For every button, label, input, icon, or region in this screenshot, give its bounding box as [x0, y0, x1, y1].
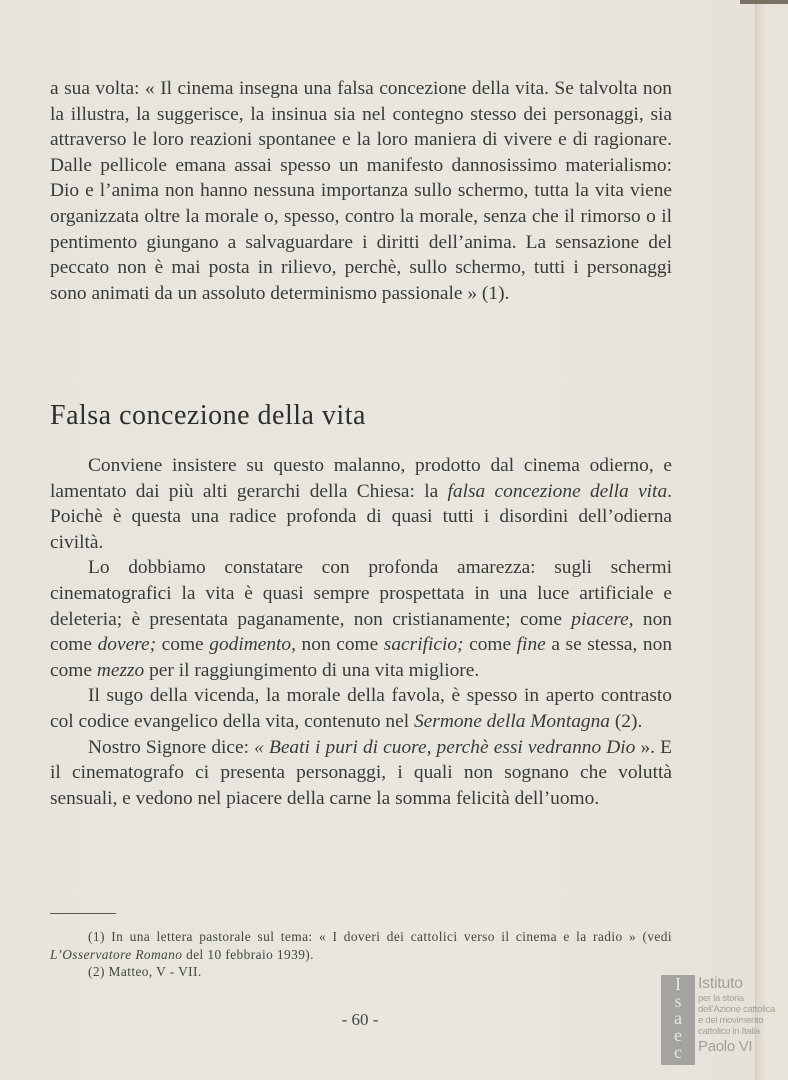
text-run: non come	[50, 608, 672, 656]
text-run: non come	[295, 634, 384, 656]
italic-run: dovere;	[97, 634, 157, 656]
page-number: - 60 -	[341, 1010, 379, 1029]
footnotes	[50, 928, 672, 981]
paragraph-quote: a sua volta: « Il cinema insegna una falsa concezione della vita. Se talvolta non la illustra, la suggerisce, la insinua sia nel contegno stesso dei personaggi, sia attraverso le loro reazioni spontanee e la loro maniera di vivere e di ragionare. Dalle pellicole emana assai spesso un manifesto dannosissimo materialismo: Dio e l’anima non hanno nessuna importanza sullo schermo, tutta la vita viene organizzata oltre la morale o, spesso, contro la morale, senza che il rimorso o il pentimento giungano a salvaguardare i diritti dell’anima. La sensazione del peccato non è mai posta in rilievo, perchè, sullo schermo, tutti i personaggi sono animati da un assoluto determinismo passionale » (1).	[50, 78, 672, 304]
text-run: . Poichè è questa una radice profonda di quasi tutti i disordini dell’odierna civiltà.	[50, 480, 672, 553]
watermark-line: dell’Azione cattolica	[698, 1004, 776, 1015]
italic-run: sacrificio;	[383, 634, 464, 656]
text-run: Nostro Signore dice:	[88, 736, 255, 758]
italic-run: « Beati i puri di cuore, perchè essi vedranno Dio	[254, 736, 636, 758]
page-gutter-edge	[755, 0, 788, 1080]
watermark-line: cattolico in Italia	[698, 1026, 760, 1037]
section-body	[50, 453, 672, 811]
monogram-letter: s	[674, 991, 682, 1011]
italic-run: piacere,	[571, 608, 634, 630]
monogram-letter: I	[675, 974, 681, 994]
watermark-line: Paolo VI	[698, 1038, 753, 1055]
paragraph-2	[50, 555, 672, 683]
watermark-text	[698, 975, 788, 1055]
text-run: ». E il cinematografo ci presenta personaggi, i quali non sognano che voluttà sensuali, e vedono nel piacere della carne la somma felicità dell’uomo.	[50, 736, 672, 809]
paragraph-4	[50, 735, 672, 812]
italic-run: falsa concezione della vita	[447, 480, 668, 502]
text-run: Conviene insistere su questo malanno, prodotto dal cinema odierno, e lamentato dai più alti gerarchi della Chiesa: la	[50, 455, 672, 502]
paragraph-3	[50, 683, 672, 734]
monogram	[661, 974, 695, 1079]
italic-run: Sermone della Montagna	[413, 710, 610, 732]
binding-shadow	[740, 0, 788, 4]
text-run: (1) In una lettera pastorale sul tema: « I doveri dei cattolici verso il cinema e la radio » (vedi	[88, 929, 672, 944]
watermark-line: per la storia	[698, 993, 744, 1004]
text-run: Il sugo della vicenda, la morale della favola, è spesso in aperto contrasto col codice evangelico della vita, contenuto nel	[50, 685, 672, 732]
text-run: del 10 febbraio 1939).	[182, 946, 314, 962]
text-run: (2).	[610, 710, 643, 732]
footnote-divider	[50, 913, 116, 914]
footnote-1	[50, 928, 672, 963]
italic-run: L’Osservatore Romano	[50, 946, 183, 962]
monogram-letter: c	[674, 1042, 682, 1062]
text-run: come	[463, 634, 517, 656]
section-heading: Falsa concezione della vita	[50, 400, 366, 431]
footnote-2: (2) Matteo, V - VII.	[88, 964, 202, 979]
text-run: a se stessa, non come	[50, 634, 673, 681]
text-run: Lo dobbiamo constatare con profonda amarezza: sugli schermi cinematografici la vita è quasi sempre prospettata in una luce artificiale e deleteria; è presentata paganamente, non cristianamente; come	[50, 557, 672, 630]
monogram-letter: e	[674, 1025, 682, 1045]
monogram-letter: m	[670, 1059, 685, 1079]
watermark-line: e del movimento	[698, 1015, 764, 1026]
monogram-letter: a	[674, 1008, 682, 1028]
continuation-paragraph	[50, 76, 672, 306]
watermark-line: Istituto	[698, 975, 743, 992]
italic-run: godimento,	[209, 634, 296, 656]
italic-run: mezzo	[96, 659, 145, 681]
text-run: come	[156, 634, 210, 656]
paragraph-1	[50, 453, 672, 555]
institute-watermark-logo	[661, 974, 786, 1079]
italic-run: fine	[516, 634, 546, 656]
text-run: per il raggiungimento di una vita migliore.	[144, 659, 480, 681]
